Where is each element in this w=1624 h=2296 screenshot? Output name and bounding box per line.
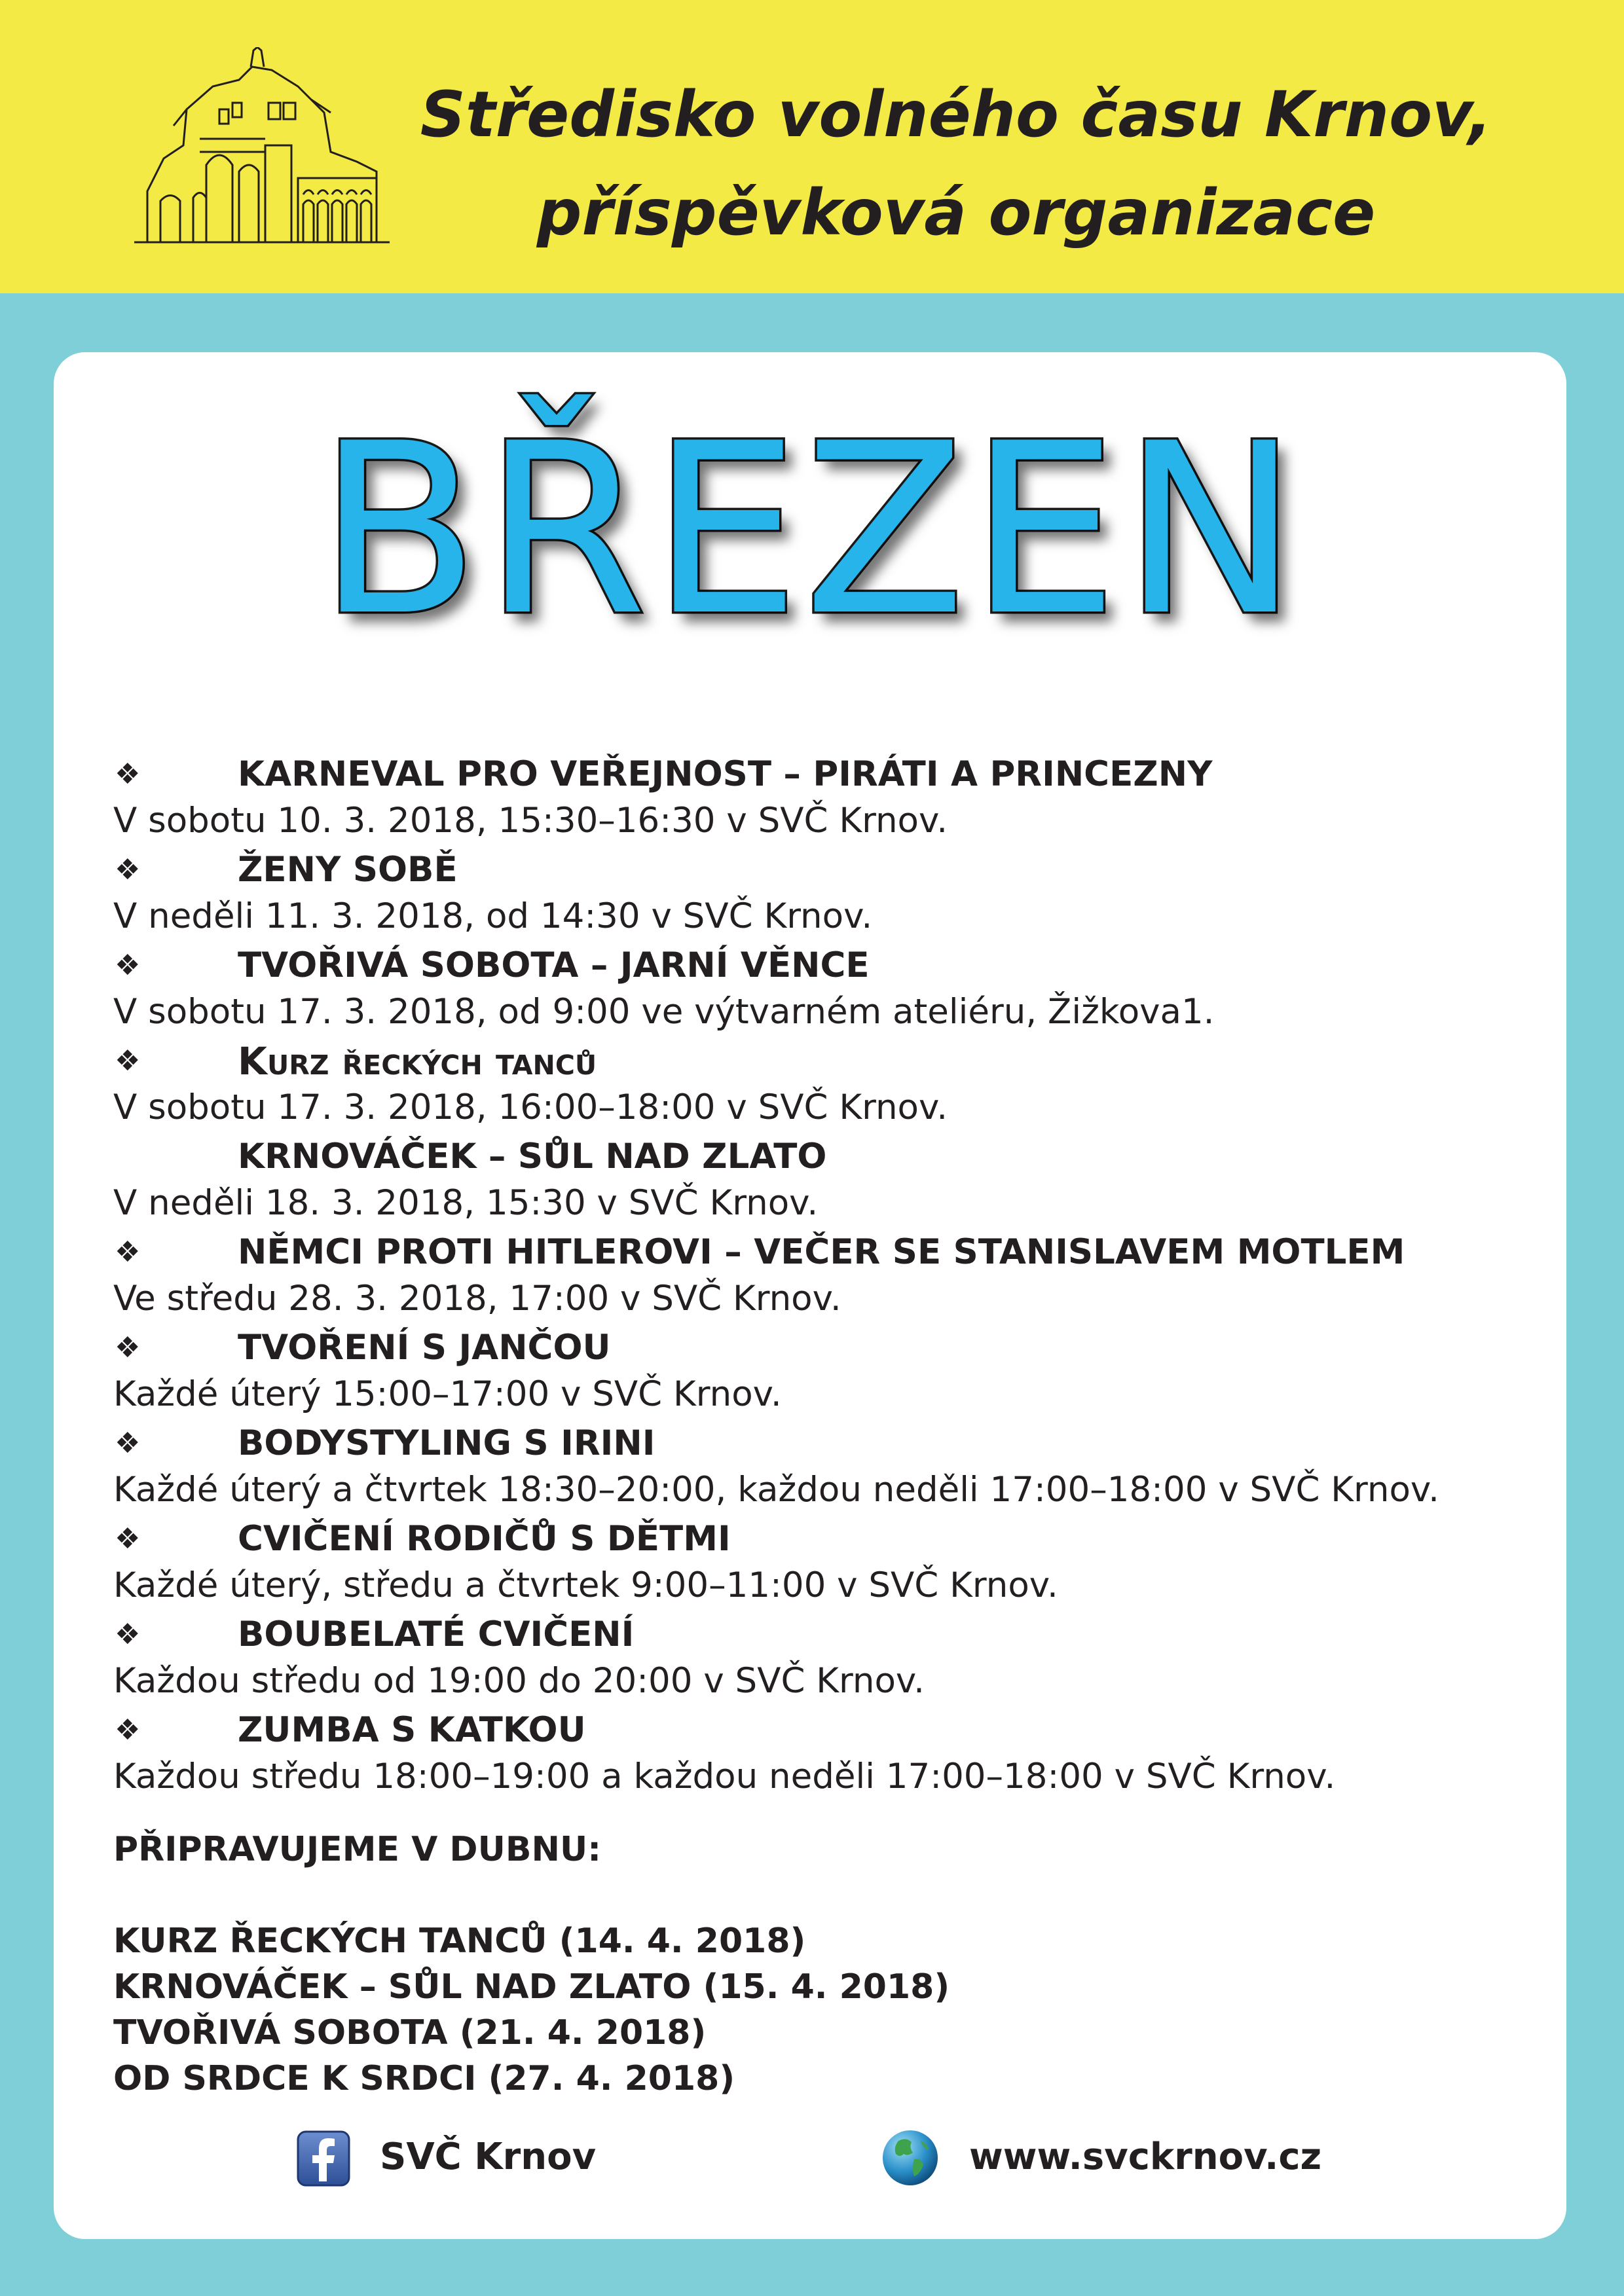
event-title: BOUBELATÉ CVIČENÍ xyxy=(238,1614,635,1654)
event-detail: Každou středu od 19:00 do 20:00 v SVČ Krnov. xyxy=(113,1661,925,1701)
event-title-row xyxy=(113,1230,1554,1275)
event-detail: Ve středu 28. 3. 2018, 17:00 v SVČ Krnov. xyxy=(113,1279,841,1319)
bullet-icon: ❖ xyxy=(115,757,141,791)
event-title: CVIČENÍ RODIČŮ S DĚTMI xyxy=(238,1519,731,1559)
month-title: BŘEZEN xyxy=(318,393,1302,667)
event-title-row xyxy=(113,1707,1554,1753)
building-icon xyxy=(134,47,396,257)
event-detail: V sobotu 10. 3. 2018, 15:30–16:30 v SVČ Krnov. xyxy=(113,801,948,841)
event-title-row xyxy=(113,752,1554,797)
event-title: ŽENY SOBĚ xyxy=(238,850,458,890)
event-detail: Každé úterý, středu a čtvrtek 9:00–11:00 v SVČ Krnov. xyxy=(113,1565,1058,1605)
bullet-icon: ❖ xyxy=(115,1235,141,1269)
organization-title xyxy=(367,65,1545,262)
event-title: TVOŘIVÁ SOBOTA – JARNÍ VĚNCE xyxy=(238,945,870,985)
event-detail: Každé úterý 15:00–17:00 v SVČ Krnov. xyxy=(113,1374,782,1414)
bullet-icon: ❖ xyxy=(115,1522,141,1556)
facebook-link[interactable]: SVČ Krnov xyxy=(380,2136,597,2178)
event-detail: Každé úterý a čtvrtek 18:30–20:00, každou neděli 17:00–18:00 v SVČ Krnov. xyxy=(113,1470,1440,1510)
event-item xyxy=(113,1612,1554,1705)
bullet-icon: ❖ xyxy=(115,853,141,886)
event-detail: V sobotu 17. 3. 2018, od 9:00 ve výtvarném ateliéru, Žižkova1. xyxy=(113,992,1215,1032)
event-title: KRNOVÁČEK – SŮL NAD ZLATO xyxy=(238,1137,827,1176)
event-title-row xyxy=(113,1134,1554,1180)
event-item xyxy=(113,752,1554,845)
event-item xyxy=(113,1707,1554,1800)
organization-title-line1: Středisko volného času Krnov, xyxy=(420,78,1492,151)
event-title-row xyxy=(113,943,1554,989)
upcoming-item: KRNOVÁČEK – SŮL NAD ZLATO (15. 4. 2018) xyxy=(113,1967,950,2007)
event-detail: V sobotu 17. 3. 2018, 16:00–18:00 v SVČ Krnov. xyxy=(113,1087,948,1127)
event-title: NĚMCI PROTI HITLEROVI – VEČER SE STANISLAVEM MOTLEM xyxy=(238,1232,1405,1272)
event-item xyxy=(113,1230,1554,1322)
upcoming-item: TVOŘIVÁ SOBOTA (21. 4. 2018) xyxy=(113,2013,707,2052)
organization-title-line2: příspěvková organizace xyxy=(536,176,1376,249)
footer xyxy=(0,2128,1624,2200)
event-title: KARNEVAL PRO VEŘEJNOST – PIRÁTI A PRINCEZNY xyxy=(238,754,1213,794)
event-detail: V neděli 18. 3. 2018, 15:30 v SVČ Krnov. xyxy=(113,1183,819,1223)
event-title-row xyxy=(113,1038,1554,1084)
event-item xyxy=(113,1325,1554,1418)
event-detail: V neděli 11. 3. 2018, od 14:30 v SVČ Krnov. xyxy=(113,896,873,936)
bullet-icon: ❖ xyxy=(115,949,141,982)
upcoming-heading: PŘIPRAVUJEME V DUBNU: xyxy=(113,1830,601,1869)
bullet-icon: ❖ xyxy=(115,1331,141,1364)
event-item xyxy=(113,847,1554,940)
event-title-row xyxy=(113,1325,1554,1371)
facebook-icon[interactable] xyxy=(297,2130,350,2187)
globe-icon[interactable] xyxy=(880,2128,940,2188)
event-detail: Každou středu 18:00–19:00 a každou neděli 17:00–18:00 v SVČ Krnov. xyxy=(113,1757,1336,1796)
bullet-icon: ❖ xyxy=(115,1427,141,1460)
event-title-row xyxy=(113,1612,1554,1658)
event-item xyxy=(113,943,1554,1036)
upcoming-item: KURZ ŘECKÝCH TANCŮ (14. 4. 2018) xyxy=(113,1922,806,1961)
event-title: Kurz řeckých tanců xyxy=(238,1039,597,1084)
event-title-row xyxy=(113,847,1554,893)
bullet-icon: ❖ xyxy=(115,1713,141,1747)
event-item xyxy=(113,1516,1554,1609)
event-item xyxy=(113,1134,1554,1227)
header-banner xyxy=(0,0,1624,293)
event-title-row xyxy=(113,1516,1554,1562)
website-link[interactable]: www.svckrnov.cz xyxy=(969,2136,1322,2178)
bullet-icon: ❖ xyxy=(115,1044,141,1078)
event-item xyxy=(113,1038,1554,1131)
event-list xyxy=(113,752,1554,1803)
upcoming-item: OD SRDCE K SRDCI (27. 4. 2018) xyxy=(113,2059,735,2098)
upcoming-section xyxy=(113,1827,1554,2102)
event-title-row xyxy=(113,1421,1554,1467)
event-title: ZUMBA S KATKOU xyxy=(238,1710,586,1750)
bullet-icon: ❖ xyxy=(115,1618,141,1651)
event-title: BODYSTYLING S IRINI xyxy=(238,1423,655,1463)
event-item xyxy=(113,1421,1554,1514)
event-title: TVOŘENÍ S JANČOU xyxy=(238,1328,611,1368)
